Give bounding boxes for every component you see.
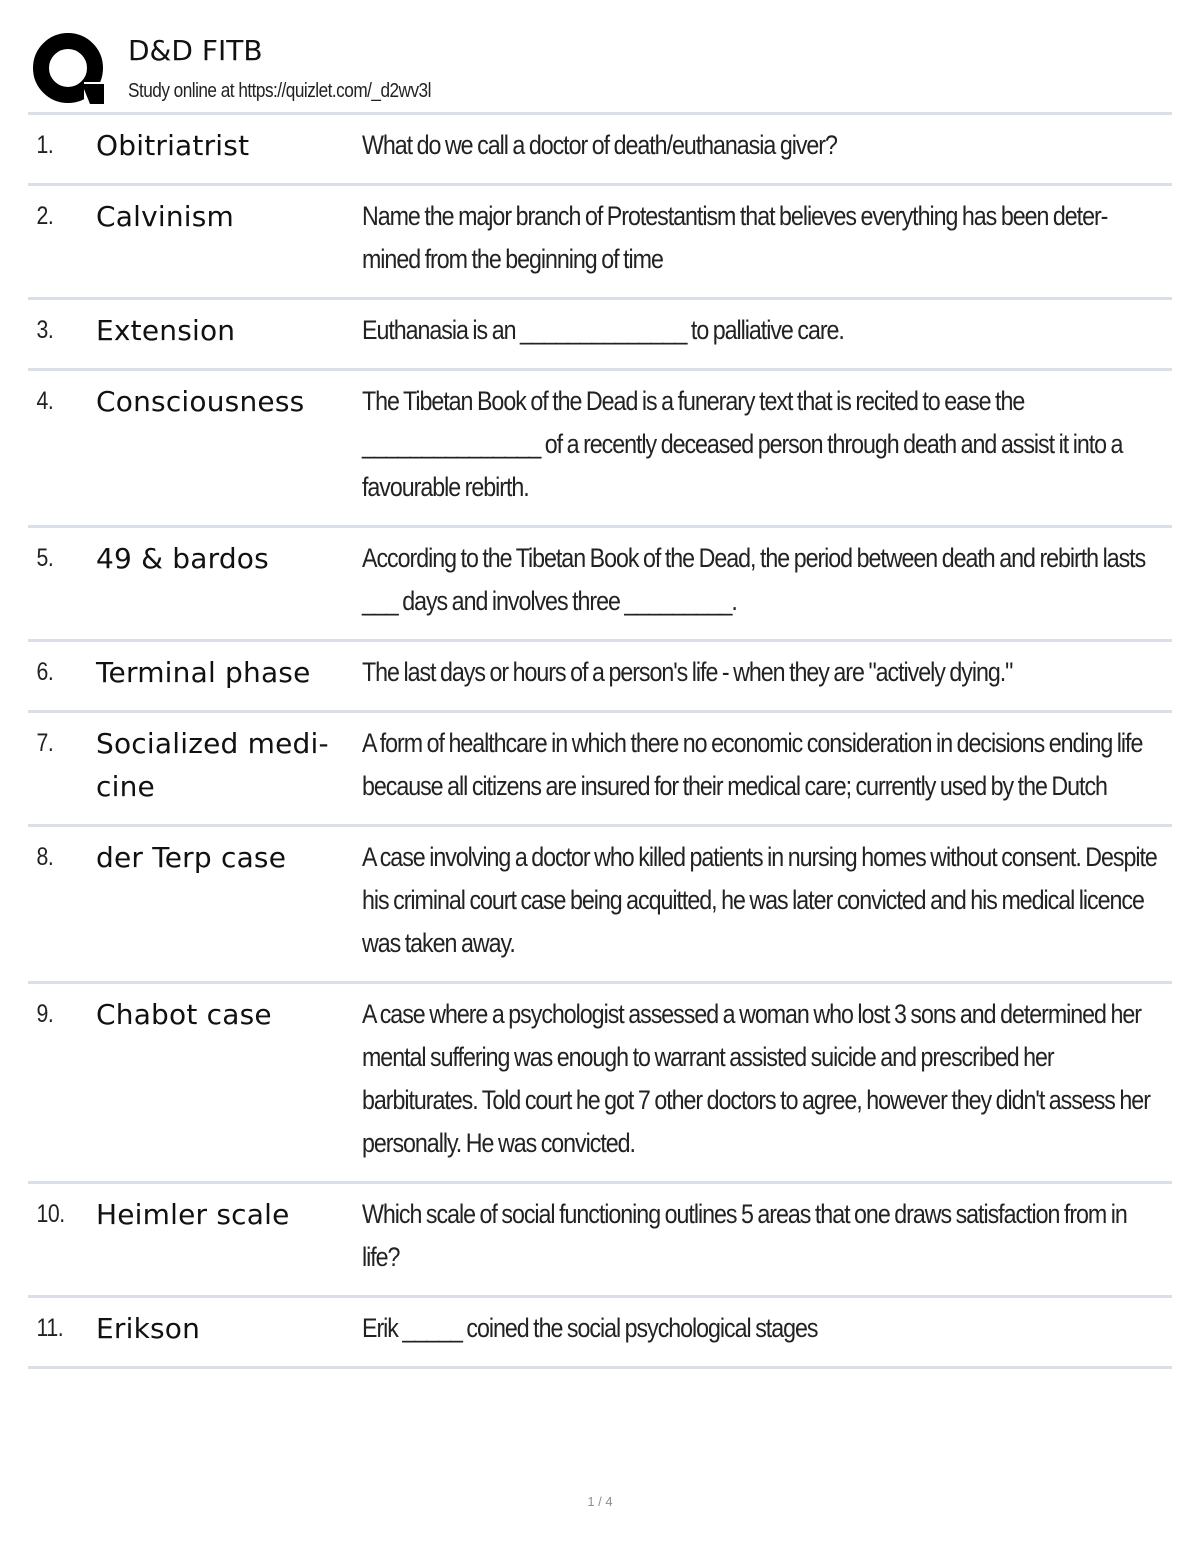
card-number: 6. — [36, 658, 54, 686]
card-definition-text: Which scale of social functioning outlines 5 areas that one draws satisfaction from in life? — [362, 1199, 1127, 1272]
card-definition-text: What do we call a doctor of death/euthanasia giver? — [362, 130, 837, 160]
card-definition-text: According to the Tibetan Book of the Dead, the period between death and rebirth lasts ___ days and involves three _________. — [362, 543, 1146, 616]
flashcard-list — [28, 115, 1172, 1369]
card-term: Chabot case — [96, 998, 272, 1031]
card-definition — [362, 1193, 1172, 1279]
card-number: 8. — [36, 843, 54, 871]
card-number: 11. — [36, 1314, 64, 1342]
card-term: Socialized medi-cine — [96, 727, 329, 803]
flashcard-row — [28, 984, 1172, 1184]
card-definition-text: Name the major branch of Protestantism that believes everything has been deter-mined from the beginning of time — [362, 201, 1108, 274]
card-definition — [362, 309, 1172, 352]
card-definition-text: The last days or hours of a person's life - when they are "actively dying." — [362, 657, 1013, 687]
card-definition-text: The Tibetan Book of the Dead is a funerary text that is recited to ease the _______________ of a recently deceased person through death and assist it into a favourable rebirth. — [362, 386, 1123, 502]
card-definition — [362, 1307, 1172, 1350]
card-number: 5. — [36, 544, 54, 572]
card-number: 10. — [36, 1200, 65, 1228]
card-definition — [362, 195, 1172, 281]
card-definition-text: A case involving a doctor who killed patients in nursing homes without consent. Despite his criminal court case being acquitted, he was later convicted and his medical licence was taken away. — [362, 842, 1157, 958]
card-definition-text: Euthanasia is an ______________ to palliative care. — [362, 315, 844, 345]
card-definition — [362, 651, 1172, 694]
card-definition — [362, 380, 1172, 509]
flashcard-row — [28, 300, 1172, 371]
flashcard-row — [28, 371, 1172, 528]
flashcard-row — [28, 115, 1172, 186]
document-header — [30, 28, 1172, 108]
card-term: Obitriatrist — [96, 129, 250, 162]
card-definition-text: A form of healthcare in which there no economic consideration in decisions ending life because all citizens are insured for their medical care; currently used by the Dutch — [362, 728, 1143, 801]
card-number: 3. — [36, 316, 54, 344]
card-term: Calvinism — [96, 200, 235, 233]
card-term: Extension — [96, 314, 236, 347]
study-online-link[interactable]: Study online at https://quizlet.com/_d2wv3l — [128, 80, 431, 102]
card-term: der Terp case — [96, 841, 287, 874]
card-definition — [362, 722, 1172, 808]
card-number: 2. — [36, 202, 54, 230]
flashcard-row — [28, 528, 1172, 642]
card-definition-text: A case where a psychologist assessed a woman who lost 3 sons and determined her mental suffering was enough to warrant assisted suicide and prescribed her barbiturates. Told court he got 7 other doctors to agree, however they didn't assess her personally. He was convicted. — [362, 999, 1150, 1158]
page-indicator: 1 / 4 — [587, 1494, 613, 1509]
card-term: Erikson — [96, 1312, 201, 1345]
page-title: D&D FITB — [128, 34, 263, 67]
card-term: Terminal phase — [96, 656, 311, 689]
quizlet-q-logo-icon — [32, 32, 106, 106]
flashcard-row — [28, 713, 1172, 827]
flashcard-row — [28, 642, 1172, 713]
card-number: 7. — [36, 729, 54, 757]
card-number: 9. — [36, 1000, 54, 1028]
card-term: 49 & bardos — [96, 542, 269, 575]
card-definition — [362, 993, 1172, 1165]
flashcard-row — [28, 186, 1172, 300]
card-number: 1. — [36, 131, 54, 159]
card-definition — [362, 836, 1172, 965]
card-number: 4. — [36, 387, 54, 415]
flashcard-row — [28, 827, 1172, 984]
card-term: Heimler scale — [96, 1198, 290, 1231]
flashcard-row — [28, 1184, 1172, 1298]
card-definition-text: Erik _____ coined the social psychological stages — [362, 1313, 818, 1343]
card-definition — [362, 124, 1172, 167]
flashcard-row — [28, 1298, 1172, 1369]
card-definition — [362, 537, 1172, 623]
card-term: Consciousness — [96, 385, 305, 418]
